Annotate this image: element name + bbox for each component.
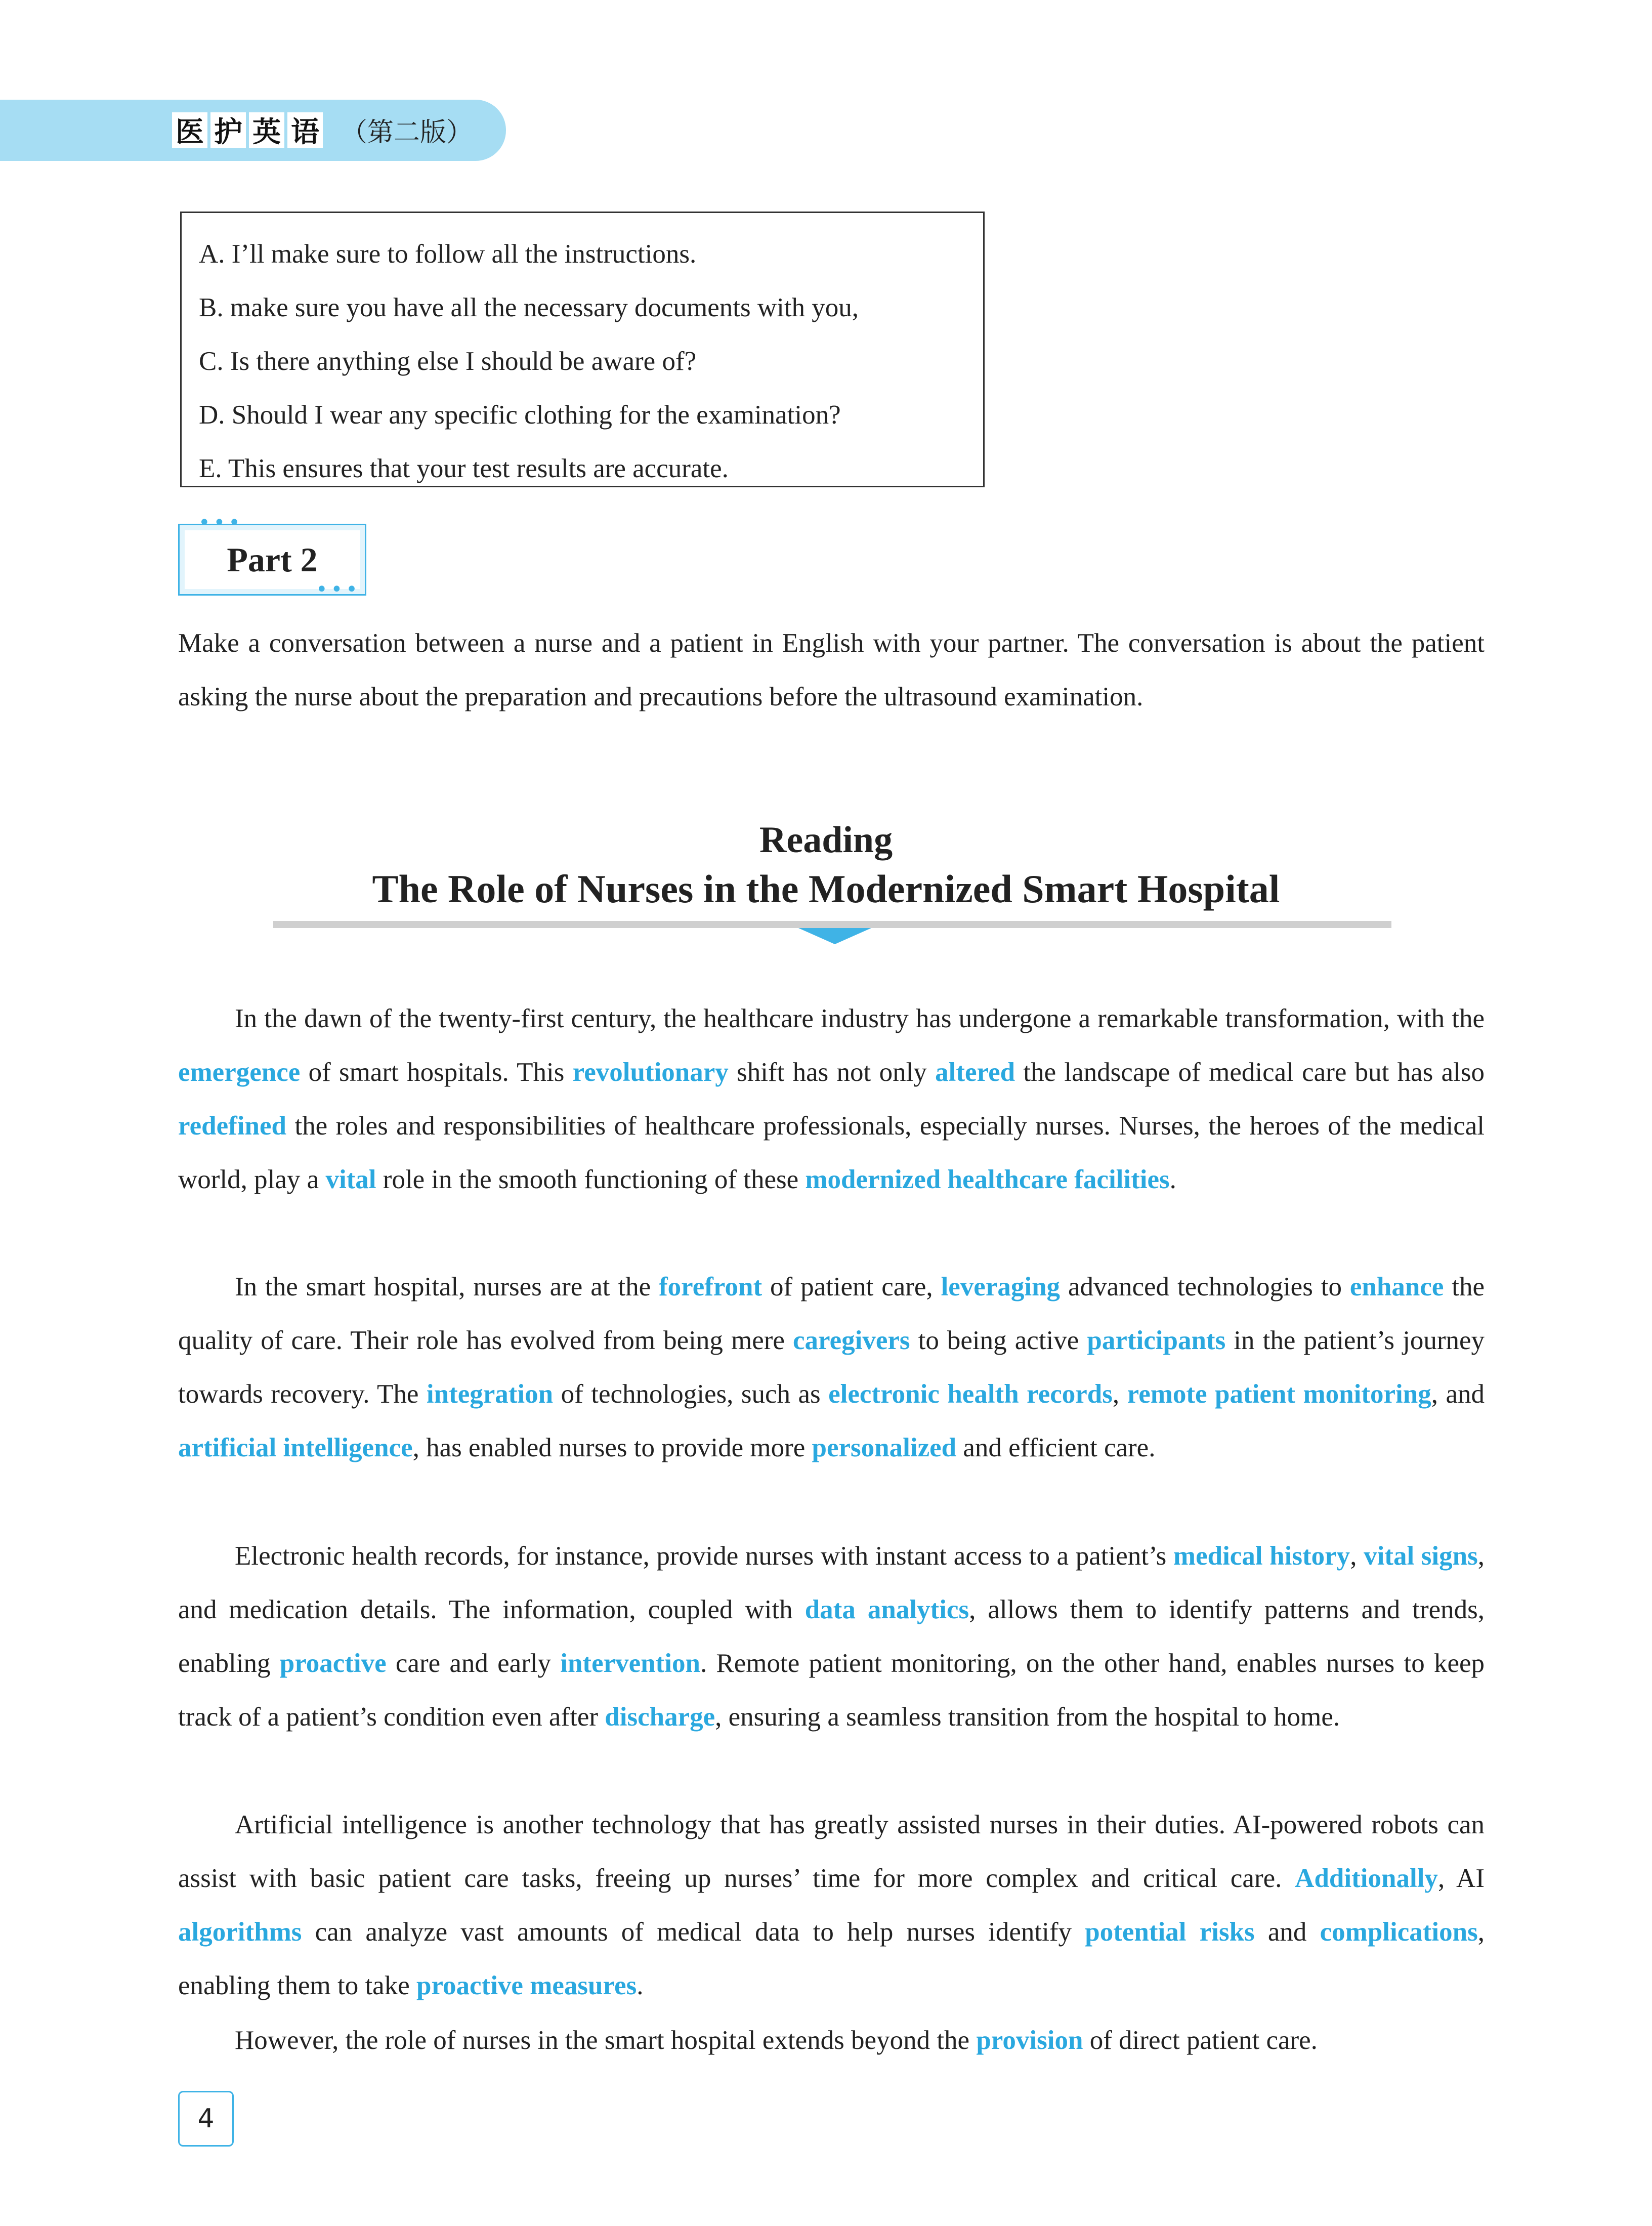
decorative-dots: ••• [198, 511, 243, 534]
text: However, the role of nurses in the smart hospital extends beyond the [235, 2026, 977, 2055]
text: , [1350, 1541, 1364, 1571]
text: , [1112, 1379, 1127, 1409]
text: In the smart hospital, nurses are at the [235, 1272, 659, 1301]
text: advanced technologies to [1060, 1272, 1350, 1301]
option-b: B. make sure you have all the necessary documents with you, [199, 293, 859, 322]
text: , allows them to identify patterns and trends, enabling [178, 1595, 1485, 1678]
text: of patient care, [762, 1272, 941, 1301]
text: . [1169, 1165, 1176, 1194]
keyword: remote patient monitoring [1127, 1379, 1431, 1409]
keyword: proactive [279, 1649, 387, 1678]
decorative-dots: ••• [316, 578, 361, 601]
text: and [1254, 1917, 1320, 1947]
reading-paragraph-5 [178, 2013, 1485, 2067]
option-e: E. This ensures that your test results are accurate. [199, 454, 729, 483]
text: , and [1431, 1379, 1485, 1409]
keyword: algorithms [178, 1917, 302, 1947]
text: , AI [1437, 1864, 1485, 1893]
keyword: participants [1087, 1326, 1226, 1355]
book-edition: （第二版） [341, 117, 473, 148]
book-title [172, 104, 473, 156]
text: , ensuring a seamless transition from the hospital to home. [715, 1702, 1340, 1732]
text: shift has not only [728, 1058, 936, 1087]
option-c: C. Is there anything else I should be aware of? [199, 347, 697, 376]
keyword: discharge [605, 1702, 715, 1732]
reading-paragraph-3 [178, 1529, 1485, 1744]
keyword: potential risks [1085, 1917, 1255, 1947]
answer-options-box [180, 212, 985, 487]
text: , has enabled nurses to provide more [412, 1433, 812, 1462]
keyword: personalized [812, 1433, 957, 1462]
text: the roles and responsibilities of healthcare professionals, especially nurses. Nurses, the heroes of the medical world, play a [178, 1111, 1485, 1194]
reading-subtitle: The Role of Nurses in the Modernized Smart Hospital [372, 867, 1280, 911]
keyword: Additionally [1295, 1864, 1438, 1893]
keyword: artificial intelligence [178, 1433, 413, 1462]
keyword: forefront [659, 1272, 763, 1301]
text: to being active [910, 1326, 1087, 1355]
text: , enabling them to take [178, 1917, 1485, 2000]
text: In the dawn of the twenty-first century, the healthcare industry has undergone a remarkable transformation, with the [235, 1004, 1485, 1033]
keyword: caregivers [793, 1326, 910, 1355]
keyword: medical history [1173, 1541, 1350, 1571]
heading-divider [273, 921, 1391, 928]
text: . Remote patient monitoring, on the other hand, enables nurses to keep track of a patient’s condition even after [178, 1649, 1485, 1732]
book-title-char: 医 [172, 112, 207, 148]
keyword: emergence [178, 1058, 301, 1087]
keyword: electronic health records [828, 1379, 1113, 1409]
text: can analyze vast amounts of medical data to help nurses identify [302, 1917, 1085, 1947]
text: the landscape of medical care but has also [1015, 1058, 1485, 1087]
text: . [637, 1971, 644, 2000]
keyword: vital signs [1364, 1541, 1478, 1571]
keyword: altered [935, 1058, 1015, 1087]
reading-paragraph-2 [178, 1260, 1485, 1475]
keyword: data analytics [804, 1595, 969, 1624]
text: , and medication details. The information, coupled with [178, 1541, 1485, 1624]
text: in the patient’s journey towards recovery. The [178, 1326, 1485, 1409]
page-number: 4 [178, 2091, 234, 2147]
text: role in the smooth functioning of these [376, 1165, 806, 1194]
keyword: vital [325, 1165, 376, 1194]
book-title-char: 英 [249, 112, 284, 148]
divider-triangle-icon [798, 928, 871, 944]
keyword: provision [976, 2026, 1083, 2055]
text: care and early [386, 1649, 561, 1678]
keyword: intervention [560, 1649, 700, 1678]
keyword: redefined [178, 1111, 286, 1141]
keyword: revolutionary [572, 1058, 729, 1087]
part-2-instruction: Make a conversation between a nurse and a patient in English with your partner. The conversation is about the patient asking the nurse about the preparation and precautions before the ultrasound examination. [178, 628, 1485, 711]
text: Artificial intelligence is another technology that has greatly assisted nurses in their duties. AI-powered robots can assist with basic patient care tasks, freeing up nurses’ time for more complex and critical care. [178, 1810, 1485, 1893]
reading-title: Reading [759, 819, 893, 861]
option-d: D. Should I wear any specific clothing for the examination? [199, 400, 841, 430]
reading-paragraph-1 [178, 992, 1485, 1206]
keyword: complications [1320, 1917, 1478, 1947]
book-title-char: 语 [287, 112, 323, 148]
text: of technologies, such as [553, 1379, 829, 1409]
text: and efficient care. [956, 1433, 1156, 1462]
keyword: leveraging [941, 1272, 1061, 1301]
text: the quality of care. Their role has evolved from being mere [178, 1272, 1485, 1355]
option-a: A. I’ll make sure to follow all the instructions. [199, 239, 697, 269]
part-2-label: Part 2 [178, 524, 366, 596]
keyword: proactive measures [416, 1971, 637, 2000]
text: of direct patient care. [1083, 2026, 1318, 2055]
text: Electronic health records, for instance, provide nurses with instant access to a patient’s [235, 1541, 1173, 1571]
keyword: integration [426, 1379, 554, 1409]
text: of smart hospitals. This [300, 1058, 573, 1087]
book-title-char: 护 [210, 112, 246, 148]
reading-paragraph-4 [178, 1798, 1485, 2012]
keyword: enhance [1349, 1272, 1444, 1301]
keyword: modernized healthcare facilities [805, 1165, 1170, 1194]
